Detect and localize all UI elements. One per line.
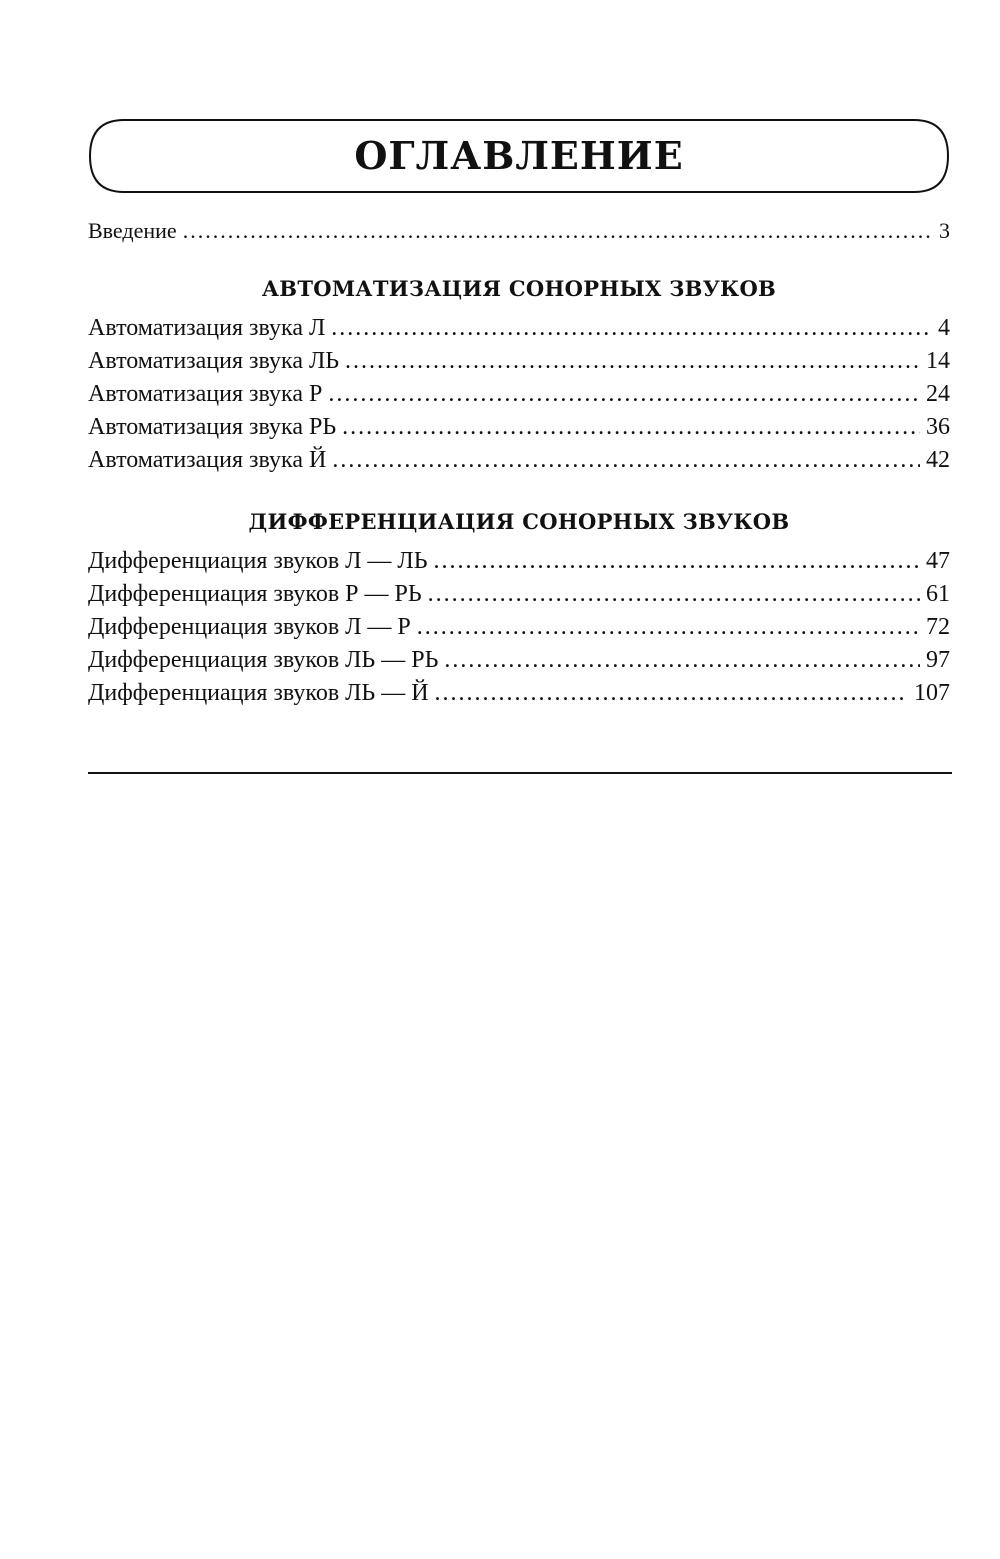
- title-frame: [88, 118, 950, 194]
- toc-leader-dots: [428, 581, 920, 608]
- toc-entry-intro[interactable]: [88, 218, 950, 251]
- toc-leader-dots: [444, 647, 920, 674]
- toc-entry[interactable]: [88, 581, 950, 614]
- toc-entry[interactable]: [88, 381, 950, 414]
- toc-leader-dots: [345, 348, 920, 375]
- toc-entry-page: 4: [938, 315, 950, 341]
- page-title: ОГЛАВЛЕНИЕ: [354, 133, 684, 178]
- toc-entry-page: 107: [914, 680, 950, 706]
- section-heading: АВТОМАТИЗАЦИЯ СОНОРНЫХ ЗВУКОВ: [261, 276, 777, 301]
- toc-entry-label: Дифференциация звуков ЛЬ — РЬ: [88, 647, 439, 673]
- toc-entry-label: Автоматизация звука РЬ: [88, 414, 337, 440]
- toc-entry-label: Автоматизация звука ЛЬ: [88, 348, 340, 374]
- toc-leader-dots: [434, 548, 921, 575]
- toc-entry-label: Дифференциация звуков Л — ЛЬ: [88, 548, 428, 574]
- section-heading: ДИФФЕРЕНЦИАЦИЯ СОНОРНЫХ ЗВУКОВ: [248, 509, 790, 534]
- toc-entry-page: 36: [926, 414, 950, 440]
- toc-entry-page: 72: [926, 614, 950, 640]
- toc-entry-label: Автоматизация звука Р: [88, 381, 323, 407]
- toc-entry-label: Дифференциация звуков Р — РЬ: [88, 581, 422, 607]
- toc-leader-dots: [342, 414, 920, 441]
- table-of-contents: [88, 218, 950, 737]
- toc-entry-page: 47: [926, 548, 950, 574]
- toc-entry-page: 97: [926, 647, 950, 673]
- toc-leader-dots: [331, 315, 932, 342]
- toc-entry-page: 42: [926, 447, 950, 473]
- toc-entry-label: Дифференциация звуков ЛЬ — Й: [88, 680, 429, 706]
- toc-entry[interactable]: [88, 447, 950, 480]
- toc-leader-dots: [417, 614, 920, 641]
- toc-entry-page: 3: [939, 218, 950, 243]
- bottom-divider: [88, 772, 952, 774]
- toc-entry-page: 24: [926, 381, 950, 407]
- section-differentiation: [88, 504, 950, 713]
- toc-entry-page: 14: [926, 348, 950, 374]
- toc-entry-label: Автоматизация звука Л: [88, 315, 326, 341]
- toc-entry-label: Дифференциация звуков Л — Р: [88, 614, 411, 640]
- toc-leader-dots: [332, 447, 920, 474]
- toc-entry-label: Автоматизация звука Й: [88, 447, 327, 473]
- toc-entry-page: 61: [926, 581, 950, 607]
- toc-entry[interactable]: [88, 315, 950, 348]
- section-automation: [88, 271, 950, 480]
- toc-entry-label: Введение: [88, 218, 177, 243]
- toc-entry[interactable]: [88, 548, 950, 581]
- toc-leader-dots: [328, 381, 920, 408]
- toc-entry[interactable]: [88, 414, 950, 447]
- toc-entry[interactable]: [88, 680, 950, 713]
- toc-entry[interactable]: [88, 348, 950, 381]
- toc-entry[interactable]: [88, 647, 950, 680]
- toc-leader-dots: [435, 680, 908, 707]
- toc-entry[interactable]: [88, 614, 950, 647]
- toc-leader-dots: [183, 218, 933, 244]
